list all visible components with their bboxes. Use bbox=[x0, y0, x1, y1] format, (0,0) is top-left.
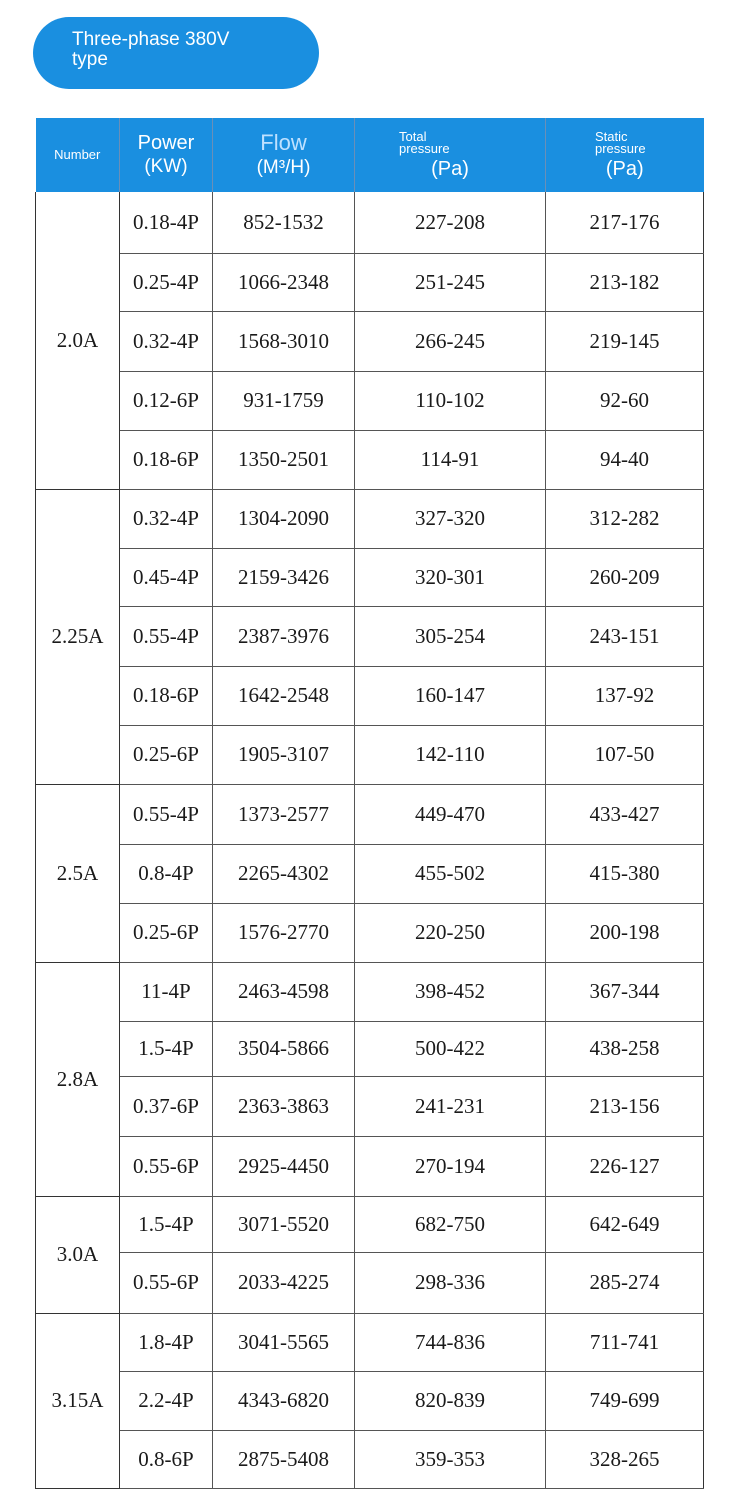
table-body bbox=[36, 192, 704, 1488]
static-pressure-cell: 94-40 bbox=[546, 430, 704, 489]
header-flow-unit: (M³/H) bbox=[256, 157, 311, 179]
type-title-badge bbox=[33, 17, 319, 89]
total-pressure-cell: 160-147 bbox=[355, 666, 546, 725]
static-pressure-cell: 328-265 bbox=[546, 1430, 704, 1488]
flow-cell: 2875-5408 bbox=[213, 1430, 355, 1488]
header-power-unit: (KW) bbox=[144, 156, 188, 178]
flow-cell: 2463-4598 bbox=[213, 962, 355, 1021]
header-number bbox=[36, 118, 120, 192]
type-title-line1: Three-phase 380V bbox=[72, 29, 230, 50]
header-total-pressure-unit: (Pa) bbox=[431, 157, 469, 180]
total-pressure-cell: 682-750 bbox=[355, 1196, 546, 1252]
power-cell: 0.18-6P bbox=[120, 430, 213, 489]
flow-cell: 2159-3426 bbox=[213, 548, 355, 606]
power-cell: 0.25-6P bbox=[120, 725, 213, 784]
flow-cell: 2387-3976 bbox=[213, 606, 355, 666]
total-pressure-cell: 241-231 bbox=[355, 1076, 546, 1136]
static-pressure-cell: 367-344 bbox=[546, 962, 704, 1021]
table-header bbox=[36, 118, 704, 192]
static-pressure-cell: 433-427 bbox=[546, 784, 704, 844]
power-cell: 0.32-4P bbox=[120, 489, 213, 548]
static-pressure-cell: 92-60 bbox=[546, 371, 704, 430]
power-cell: 0.18-4P bbox=[120, 192, 213, 253]
static-pressure-cell: 213-182 bbox=[546, 253, 704, 311]
total-pressure-cell: 142-110 bbox=[355, 725, 546, 784]
header-number-label: Number bbox=[54, 147, 101, 163]
table-row bbox=[36, 962, 704, 1021]
header-row bbox=[36, 118, 704, 192]
flow-cell: 1576-2770 bbox=[213, 903, 355, 962]
total-pressure-cell: 449-470 bbox=[355, 784, 546, 844]
table-row bbox=[36, 784, 704, 844]
power-cell: 0.55-6P bbox=[120, 1252, 213, 1313]
static-pressure-cell: 438-258 bbox=[546, 1021, 704, 1076]
type-title-line2: type bbox=[72, 49, 108, 70]
power-cell: 0.25-4P bbox=[120, 253, 213, 311]
power-cell: 0.18-6P bbox=[120, 666, 213, 725]
static-pressure-cell: 285-274 bbox=[546, 1252, 704, 1313]
power-cell: 0.45-4P bbox=[120, 548, 213, 606]
table-row bbox=[36, 253, 704, 311]
static-pressure-cell: 200-198 bbox=[546, 903, 704, 962]
power-cell: 0.55-4P bbox=[120, 606, 213, 666]
table-row bbox=[36, 192, 704, 253]
flow-cell: 2363-3863 bbox=[213, 1076, 355, 1136]
power-cell: 0.8-6P bbox=[120, 1430, 213, 1488]
total-pressure-cell: 398-452 bbox=[355, 962, 546, 1021]
header-static-pressure-unit: (Pa) bbox=[605, 157, 644, 180]
static-pressure-cell: 217-176 bbox=[546, 192, 704, 253]
flow-cell: 2925-4450 bbox=[213, 1136, 355, 1196]
model-number-cell: 3.15A bbox=[36, 1313, 120, 1488]
total-pressure-cell: 114-91 bbox=[355, 430, 546, 489]
header-static-pressure-line1: Static bbox=[595, 128, 628, 144]
model-number-cell: 2.25A bbox=[36, 489, 120, 784]
power-cell: 0.8-4P bbox=[120, 844, 213, 903]
static-pressure-cell: 243-151 bbox=[546, 606, 704, 666]
table-row bbox=[36, 371, 704, 430]
table-row bbox=[36, 844, 704, 903]
power-cell: 1.8-4P bbox=[120, 1313, 213, 1371]
header-total-pressure-line2: pressure bbox=[399, 140, 450, 156]
power-cell: 1.5-4P bbox=[120, 1196, 213, 1252]
power-cell: 11-4P bbox=[120, 962, 213, 1021]
table-row bbox=[36, 1371, 704, 1430]
static-pressure-cell: 260-209 bbox=[546, 548, 704, 606]
table-row bbox=[36, 1076, 704, 1136]
table-row bbox=[36, 489, 704, 548]
model-number-cell: 2.5A bbox=[36, 784, 120, 962]
power-cell: 0.55-6P bbox=[120, 1136, 213, 1196]
total-pressure-cell: 270-194 bbox=[355, 1136, 546, 1196]
table-row bbox=[36, 666, 704, 725]
power-cell: 0.32-4P bbox=[120, 311, 213, 371]
total-pressure-cell: 110-102 bbox=[355, 371, 546, 430]
header-static-pressure-line2: pressure bbox=[595, 140, 646, 156]
fan-spec-table bbox=[35, 118, 704, 1489]
flow-cell: 1642-2548 bbox=[213, 666, 355, 725]
header-power-label: Power bbox=[137, 132, 195, 155]
flow-cell: 1304-2090 bbox=[213, 489, 355, 548]
total-pressure-cell: 220-250 bbox=[355, 903, 546, 962]
model-number-cell: 2.0A bbox=[36, 192, 120, 489]
static-pressure-cell: 312-282 bbox=[546, 489, 704, 548]
flow-cell: 3041-5565 bbox=[213, 1313, 355, 1371]
table-row bbox=[36, 1021, 704, 1076]
header-static-pressure bbox=[546, 118, 704, 192]
power-cell: 0.25-6P bbox=[120, 903, 213, 962]
total-pressure-cell: 455-502 bbox=[355, 844, 546, 903]
flow-cell: 4343-6820 bbox=[213, 1371, 355, 1430]
total-pressure-cell: 820-839 bbox=[355, 1371, 546, 1430]
header-power bbox=[120, 118, 213, 192]
header-flow-label: Flow bbox=[260, 129, 307, 155]
total-pressure-cell: 744-836 bbox=[355, 1313, 546, 1371]
power-cell: 0.37-6P bbox=[120, 1076, 213, 1136]
static-pressure-cell: 642-649 bbox=[546, 1196, 704, 1252]
total-pressure-cell: 251-245 bbox=[355, 253, 546, 311]
header-total-pressure bbox=[355, 118, 546, 192]
flow-cell: 2265-4302 bbox=[213, 844, 355, 903]
static-pressure-cell: 107-50 bbox=[546, 725, 704, 784]
table-row bbox=[36, 903, 704, 962]
total-pressure-cell: 227-208 bbox=[355, 192, 546, 253]
power-cell: 2.2-4P bbox=[120, 1371, 213, 1430]
flow-cell: 3504-5866 bbox=[213, 1021, 355, 1076]
table-row bbox=[36, 1313, 704, 1371]
table-row bbox=[36, 1430, 704, 1488]
flow-cell: 1066-2348 bbox=[213, 253, 355, 311]
table-row bbox=[36, 725, 704, 784]
flow-cell: 1373-2577 bbox=[213, 784, 355, 844]
total-pressure-cell: 266-245 bbox=[355, 311, 546, 371]
table-row bbox=[36, 548, 704, 606]
total-pressure-cell: 298-336 bbox=[355, 1252, 546, 1313]
total-pressure-cell: 327-320 bbox=[355, 489, 546, 548]
total-pressure-cell: 500-422 bbox=[355, 1021, 546, 1076]
model-number-cell: 3.0A bbox=[36, 1196, 120, 1313]
total-pressure-cell: 305-254 bbox=[355, 606, 546, 666]
static-pressure-cell: 711-741 bbox=[546, 1313, 704, 1371]
table-row bbox=[36, 606, 704, 666]
flow-cell: 852-1532 bbox=[213, 192, 355, 253]
power-cell: 0.55-4P bbox=[120, 784, 213, 844]
header-flow bbox=[213, 118, 355, 192]
power-cell: 1.5-4P bbox=[120, 1021, 213, 1076]
flow-cell: 1905-3107 bbox=[213, 725, 355, 784]
flow-cell: 1568-3010 bbox=[213, 311, 355, 371]
flow-cell: 3071-5520 bbox=[213, 1196, 355, 1252]
static-pressure-cell: 226-127 bbox=[546, 1136, 704, 1196]
total-pressure-cell: 359-353 bbox=[355, 1430, 546, 1488]
static-pressure-cell: 213-156 bbox=[546, 1076, 704, 1136]
model-number-cell: 2.8A bbox=[36, 962, 120, 1196]
table-row bbox=[36, 1136, 704, 1196]
flow-cell: 1350-2501 bbox=[213, 430, 355, 489]
static-pressure-cell: 219-145 bbox=[546, 311, 704, 371]
table-row bbox=[36, 311, 704, 371]
table-row bbox=[36, 1252, 704, 1313]
flow-cell: 2033-4225 bbox=[213, 1252, 355, 1313]
static-pressure-cell: 415-380 bbox=[546, 844, 704, 903]
flow-cell: 931-1759 bbox=[213, 371, 355, 430]
table-row bbox=[36, 1196, 704, 1252]
static-pressure-cell: 137-92 bbox=[546, 666, 704, 725]
table-row bbox=[36, 430, 704, 489]
total-pressure-cell: 320-301 bbox=[355, 548, 546, 606]
power-cell: 0.12-6P bbox=[120, 371, 213, 430]
static-pressure-cell: 749-699 bbox=[546, 1371, 704, 1430]
header-total-pressure-line1: Total bbox=[399, 128, 427, 144]
